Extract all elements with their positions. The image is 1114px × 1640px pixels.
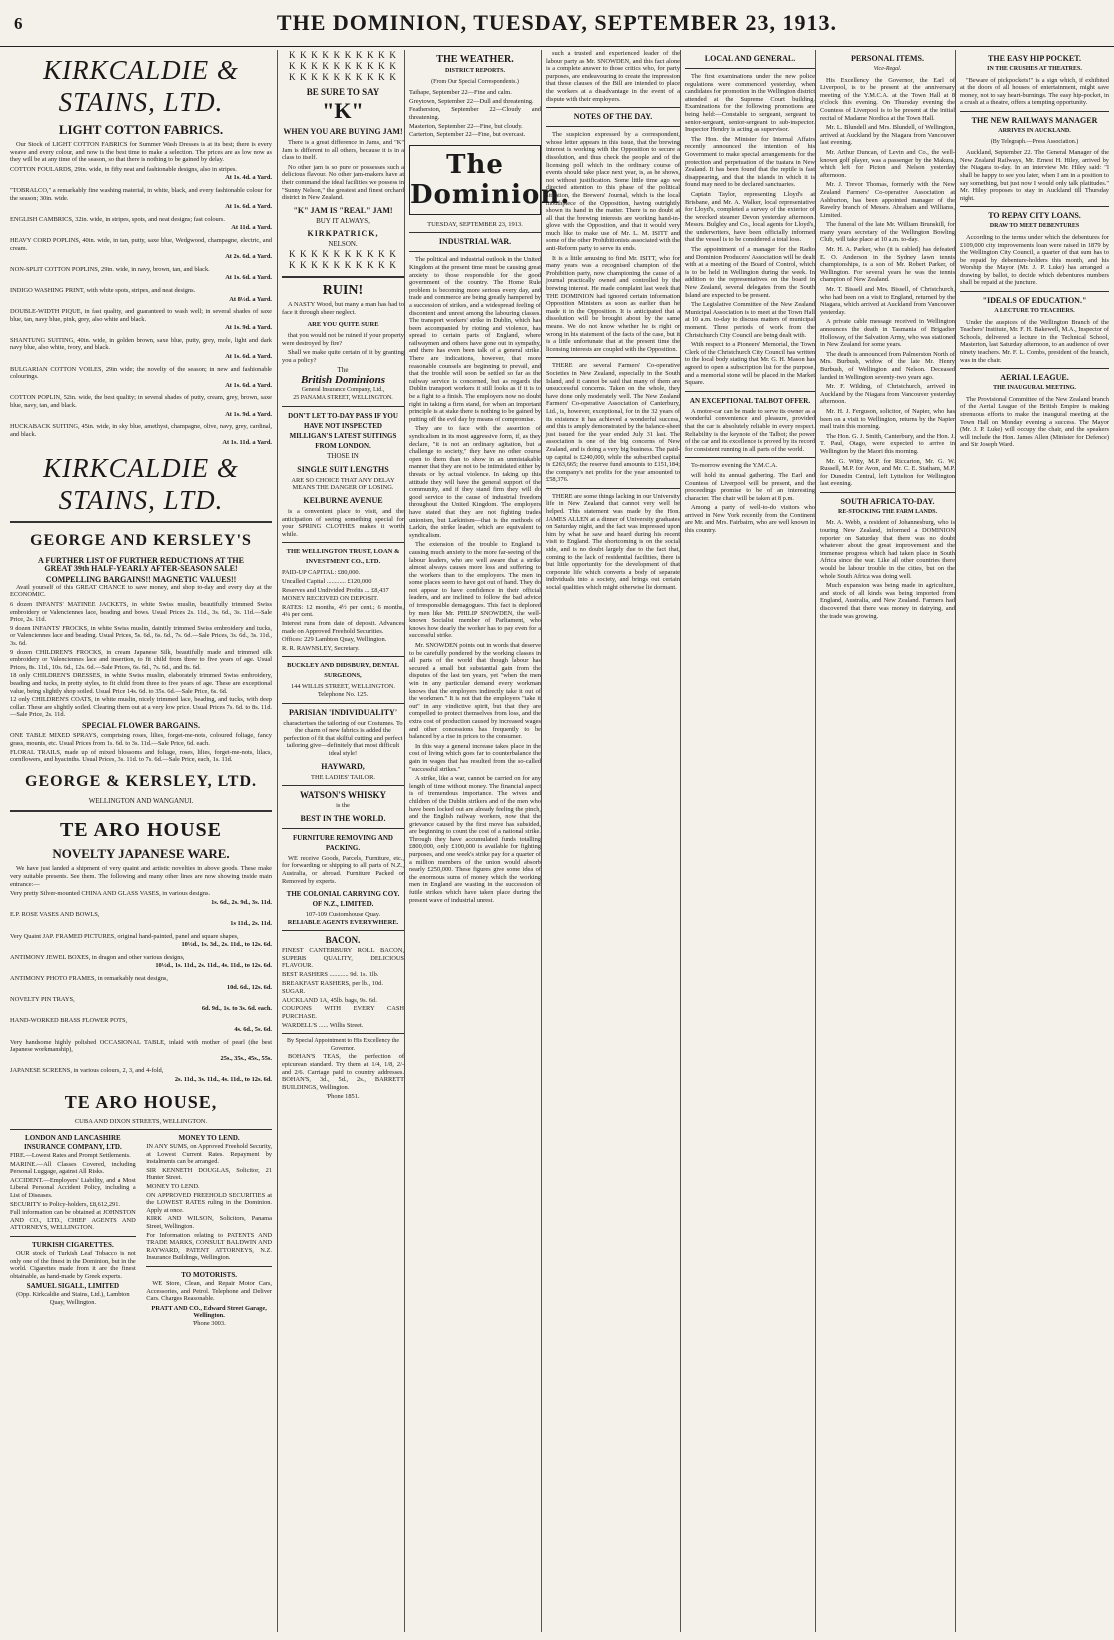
divider [282, 1033, 404, 1034]
money-line: MONEY TO LEND. [146, 1183, 200, 1191]
city-loans-subheading: DRAW TO MEET DEBENTURES [989, 223, 1080, 230]
divider [409, 251, 541, 252]
city-loans-text: According to the terms under which the debentures for £109,000 city improvements loan were raised in 1879 by the Wellington City Council, a quarter of that sum has to be repaid by debenture-holders this month, and his Worship the Mayor (Mr. J. P. Luke) has arranged a drawing by ballot, to decide which debentures numbers shall be repaid at the juncture. [960, 233, 1109, 287]
hip-pocket-subheading: IN THE CRUSHES AT THEATRES. [987, 66, 1082, 72]
talbot-heading: AN EXCEPTIONAL TALBOT OFFER. [689, 396, 811, 405]
turkish-title: TURKISH CIGARETTES. [32, 1241, 114, 1250]
be-sure-heading: BE SURE TO SAY [306, 87, 380, 97]
article-paragraph: THERE are several Farmers' Co-operative Societies in New Zealand, especially in the South Island, and it cannot be said that many of them are unsuccessful concerns. Taken on the whole, they have done only moderately well. The New Zealand Farmers' Co-operative Association of Canterbury, Ltd., is, however, exceptional, for in the 32 years of its existence it has achieved a wonderful success, and this is amply demonstrated by the balance-sheet just issued for the year ended July 31 last. The association is one of the big concerns of New Zealand, and is doing a very big business. The paid-up capital is £240,000, while the subscribed capital is £263,665; the reserve fund amounts to £151,184; the company's net profits for the year amounted to £58,376. [546, 362, 680, 484]
dominion-masthead: The Dominion. [409, 145, 541, 215]
trust-title: THE WELLINGTON TRUST, LOAN & INVESTMENT CO., LTD. [286, 548, 400, 566]
te-aro-subtitle: NOVELTY JAPANESE WARE. [52, 846, 230, 862]
fabric-item: COTTON FOULARDS, 29in. wide, in fifty neat and fashionable designs, also in stripes. [10, 165, 237, 173]
bacon-line: AUCKLAND 1A, 45lb. bags, 9s. 6d. [282, 996, 377, 1004]
kirkcaldie-title: KIRKCALDIE & STAINS, LTD. [43, 55, 239, 117]
column-editorial [404, 50, 571, 1632]
vice-regal-label: Vice-Regal. [873, 66, 902, 72]
japanese-ware-item-price: 4s. 6d., 5s. 6d. [234, 1025, 272, 1033]
single-suit-text: ARE SO CHOICE THAT ANY DELAY MEANS THE DANGER OF LOSING. [291, 476, 395, 492]
trust-line: Interest runs from date of deposit. Advances made on Approved Freehold Securities. [282, 620, 404, 635]
japanese-ware-item: ANTIMONY PHOTO FRAMES, in remarkably neat designs, [10, 974, 168, 982]
divider [960, 111, 1109, 112]
ymca-lead: To-morrow evening the Y.M.C.A. [691, 462, 778, 470]
japanese-ware-item-price: 25s., 35s., 45s., 55s. [220, 1054, 272, 1062]
single-suit-heading: SINGLE SUIT LENGTHS [297, 464, 389, 474]
japanese-ware-item-price: 1s 11d., 2s. 11d. [230, 920, 272, 927]
divider [282, 828, 404, 829]
weather-report: Taihape, September 22—Fine and calm. [409, 89, 512, 97]
railways-subheading: ARRIVES IN AUCKLAND. [998, 127, 1071, 134]
column-ads-1 [10, 50, 276, 1632]
farmers-article [546, 362, 680, 484]
article-paragraph: The suspicion expressed by a correspondent, whose letter appears in this issue, that the brewing interest is working with the Opposition to secure a dissolution, and thus check the people and of the licensing poll which in the ordinary course of events should take place next year, is, as he shows, not without justification. Some little time ago we directed attention to this phase of the political situation, the Brewers' Journal, which is the local mouthpiece of the Opposition, having outrightly shown its hand in the matter. There is no doubt at all that the brewing interests are working hand-in-glove with the Opposition, and that it would very much like to make use of Mr. L. M. ISITT and some of the other Prohibitionists associated with the anti-Reform party to serve its ends. [546, 131, 680, 253]
south-africa-article [820, 519, 955, 620]
money-lend-lines [146, 1143, 272, 1262]
article-paragraph: The extension of the trouble to England is causing much anxiety to the more far-seeing of the labour leaders, who are well aware that a strike almost always causes more loss and suffering to the workers than to the employers. The men in some places seem to have got out of hand. They do not appear to have confidence in their official leaders, and are inclined to follow the bad advice of irresponsible demagogues. This fact is deplored by men like Mr. PHILIP SNOWDEN, the well-known Socialist member of Parliament, who knows how dearly the worker has to pay even for a successful strike. [409, 541, 541, 640]
te-aro-item-list [10, 890, 272, 1083]
watson-is: is the [336, 802, 350, 810]
george-kersley-location: WELLINGTON AND WANGANUI. [88, 796, 194, 805]
japanese-ware-item: E.P. ROSE VASES AND BOWLS, [10, 911, 100, 919]
sure-text: that you would not be ruined if your property were destroyed by fire? [282, 332, 404, 347]
turkish-text: OUR stock of Turkish Leaf Tobacco is not only one of the finest in the Dominion, but in the world. Cigarettes made from it are the finest obtainable, as hand-made by Greek experts. [10, 1250, 136, 1280]
money-lend-title: MONEY TO LEND. [178, 1134, 240, 1143]
kelburne-heading: KELBURNE AVENUE [303, 496, 383, 506]
sale-item: 12 only CHILDREN'S COATS, in white muslin, nicely trimmed lace, beading, and tucks, with deep collar. These are slightly soiled. Clearing them out at a very low price. Usual Prices 7s. 6d. to 8s. 11d.—Sale Price, 2s. 11d. [10, 696, 272, 719]
article-paragraph: Captain Taylor, representing Lloyd's at Brisbane, and Mr. A. Walker, local representative for Lloyd's, completed a survey of the exterior of the wrecked steamer Devon yesterday afternoon. Messrs. Bulgley and Co., local agents for Lloyd's, the underwriters, have been officially informed that the vessel is to be considered a total loss. [685, 190, 815, 244]
those-in-label: THOSE IN [327, 452, 359, 461]
divider [820, 492, 955, 493]
article-paragraph: The Legislative Committee of the New Zealand Municipal Association is to meet at the Town Hall at 10 a.m. to-day to discuss matters of municipal moment. Three periods of work from the Christchurch City Council are being dealt with. [685, 301, 815, 339]
city-loans-heading: TO REPAY CITY LOANS. [988, 211, 1081, 221]
divider [282, 785, 404, 786]
article-paragraph: Mr. F. Wilding, of Christchurch, arrived in Auckland by the Niagara from Vancouver yesterday afternoon. [820, 383, 955, 406]
shall-we-text: Shall we make quite certain of it by granting you a policy? [282, 349, 404, 364]
article-paragraph: His Excellency the Governor, the Earl of Liverpool, is to be present at the anniversary meeting of the Y.M.C.A. at the Town Hall at 8 o'clock this evening. On Thursday evening the Countess of Liverpool is to be present at the initial recital of Madame Nordica at the Town Hall. [820, 76, 955, 122]
flower-bargains-heading: SPECIAL FLOWER BARGAINS. [81, 720, 201, 730]
bacon-line: BREAKFAST RASHERS, per lb., 10d. [282, 979, 383, 987]
fabric-item-price: At 1s. 11d. a Yard. [222, 439, 272, 447]
column-ads-2 [277, 50, 408, 1632]
education-text: Under the auspices of the Wellington Branch of the Teachers' Institute, Mr. F. H. Bakewell, M.A., Inspector of Schools, delivered a lecture in the Technical School, Masterton, last Saturday afternoon, to an audience of over ninety teachers. Mr. F. L. Combs, president of the branch, was in the chair. [960, 318, 1109, 364]
weather-report: Greytown, September 22—Dull and threatening. [409, 97, 534, 105]
insurance-line: Full information can be obtained at JOHNSTON AND CO., LTD., CHIEF AGENTS AND ATTORNEYS, WELLINGTON. [10, 1209, 136, 1232]
insurance-line: ACCIDENT.—Employers' Liability, and a Most Liberal Personal Accident Policy, including a List of Diseases. [10, 1176, 136, 1200]
bohan-teas-text: BOHAN'S TEAS, the perfection of epicurean standard. Try them at 1/4, 1/8, 2/- and 2/6. Carriage paid to country addresses. BOHAN'S, 3d., 5d., 2s., BARRETT BUILDINGS, Wellington. [282, 1053, 404, 1091]
k-quote: "K" [322, 98, 364, 123]
furniture-text: WE receive Goods, Parcels, Furniture, etc., for forwarding or shipping to all parts of N.Z., Australia, or abroad. Furniture Packed or Removed by experts. [282, 854, 404, 885]
fabric-item: ENGLISH CAMBRICS, 32in. wide, in stripes, spots, and neat designs; fast colours. [10, 215, 225, 223]
sale-item: 9 dozen INFANTS' FROCKS, in white Swiss muslin, daintily trimmed Swiss embroidery and tucks, or Valenciennes lace and beading. Usual Prices, 5s. 6d., 6s. 6d., 7s. 6d.—Sale Prices, 3s. 6d., 3s. 11d., 3s. 6d. [10, 624, 272, 647]
weather-report: Carterton, September 22—Fine, but overcast. [409, 131, 526, 139]
the-label: The [337, 365, 349, 374]
george-kersley-slogan: COMPELLING BARGAINS!! MAGNETIC VALUES!! [45, 575, 237, 585]
trust-line: Uncalled Capital ............ £120,000 [282, 578, 372, 586]
buy-always: BUY IT ALWAYS, [316, 216, 370, 225]
money-lend-ad [146, 1134, 272, 1327]
bacon-line: WARDELL'S ...... Willis Street. [282, 1021, 364, 1029]
divider [282, 656, 404, 657]
nelson-label: NELSON. [328, 240, 358, 249]
k-row-bottom-2: K K K K K K K K K K [288, 259, 398, 270]
aerial-league-heading: AERIAL LEAGUE. [1000, 373, 1069, 383]
royal-appointment: By Special Appointment to His Excellency the Governor. [287, 1038, 399, 1052]
fabric-item-price: At 1s. 6d. a Yard. [225, 203, 272, 211]
article-paragraph: The appointment of a manager for the Radio and Dominion Producers' Association will be dealt with at a meeting of the Board of Control, which is to be held in Wellington during the week. In addition to the representatives on the board in New Zealand, several delegates from the South Island are expected to be present. [685, 246, 815, 299]
money-line: ON APPROVED FREEHOLD SECURITIES at the LOWEST RATES ruling in the Dominion. Apply at once. [146, 1191, 272, 1214]
personal-heading: PERSONAL ITEMS. [851, 54, 924, 63]
divider [685, 391, 815, 392]
article-paragraph: A private cable message received in Wellington announces the death in Tasmania of Brigadier Holloway, of the Salvation Army, who was stationed in New Zealand for some years. [820, 318, 955, 349]
weather-heading: THE WEATHER. [436, 54, 514, 65]
industrial-war-heading: INDUSTRIAL WAR. [438, 237, 512, 247]
weather-subheading: DISTRICT REPORTS. [444, 68, 506, 74]
london-lancashire-lines [10, 1152, 136, 1232]
george-kersley-footer: GEORGE & KERSLEY, LTD. [25, 772, 257, 790]
divider [282, 703, 404, 704]
article-paragraph: A strike, like a war, cannot be carried on for any length of time without money. The financial aspect is of tremendous importance. The wives and children of the Dublin strikers and of the men who have been locked out are already feeling the pinch, and the English railway workers, now that the grievance caused by the first move has subsided, are beginning to count the cost of a national strike. Through they have accumulated funds totalling £800,000, only £100,000 is available for fighting purposes, and one week's strike pay for a quarter of a million members of the union would absorb nearly £250,000. These figures give some idea of the enormous sums of money which the working men in England are wasting in the succession of futile strikes which have taken place during the present wave of industrial unrest. [409, 775, 541, 904]
hayward-name: HAYWARD, [321, 761, 365, 771]
article-paragraph: With respect to a Pioneers' Memorial, the Town Clerk of the Christchurch City Council has written to the local body stating that Mr. G. H. Mason has agreed to open a subscription list for the purpose, and a memorial stone will be placed in the Market Square. [685, 341, 815, 387]
george-kersley-sub1: A FURTHER LIST OF FURTHER REDUCTIONS AT THE [38, 556, 244, 565]
trust-line: PAID-UP CAPITAL: £80,000. [282, 569, 361, 577]
article-paragraph: The Hon. G. J. Smith, Canterbury, and the Hon. J. T. Paul, Otago, were expected to arrive in Wellington by the Maori this morning. [820, 432, 955, 455]
talbot-text: A motor-car can be made to serve its owner as a wonderful convenience and pleasure, provided that the car is absolutely reliable in every respect. Reliability is the keynote of the Talbot; the power of the car and its excellence is proved by its record for consistent running in all parts of the world. [685, 407, 815, 453]
column-news [955, 50, 1113, 1632]
education-heading: "IDEALS OF EDUCATION." [982, 296, 1087, 306]
money-line: IN ANY SUMS, on Approved Freehold Security, at Lowest Current Rates. Repayment by instalments can be arranged. [146, 1143, 272, 1166]
george-kersley-sub2: GREAT 39th HALF-YEARLY AFTER-SEASON SALE! [44, 563, 238, 573]
london-lancashire-title: LONDON AND LANCASHIRE INSURANCE COMPANY, LTD. [23, 1134, 122, 1152]
japanese-ware-item: ANTIMONY JEWEL BOXES, in dragon and other various designs, [10, 953, 185, 961]
local-general-article [685, 73, 815, 387]
divider [10, 1236, 136, 1237]
sure-heading: ARE YOU QUITE SURE [307, 321, 379, 329]
railways-text: Auckland, September 22. The General Manager of the New Zealand Railways, Mr. Ernest H. Hiley, arrived by the Niagara to-day. In an interview Mr. Hiley said: "I shall be happy to see you later, when I am in a position to say something, but just now I would only talk platitudes." Mr. Hiley proposes to stay in Auckland till Thursday night. [960, 149, 1109, 202]
japanese-ware-item: Very pretty Silver-mounted CHINA AND GLASS VASES, in various designs. [10, 890, 211, 898]
japanese-ware-item-price: 10½d., 1s. 11d., 2s. 11d., 4s. 11d., to 12s. 6d. [155, 962, 272, 970]
trust-line: Offices: 229 Lambton Quay, Wellington. [282, 636, 387, 644]
te-aro-intro: We have just landed a shipment of very quaint and artistic novelties in above goods. These make very suitable presents. See them. The following and many other lines are now showing inside main entrance:— [10, 865, 272, 888]
fabric-item-price: At 1s. 6d. a Yard. [225, 353, 272, 361]
aerial-league-text: The Provisional Committee of the New Zealand branch of the Aerial League of the British Empire is making strenuous efforts to make the inaugural meeting at the Town Hall on Monday evening a success. The Mayor (Mr. J. P. Luke) will occupy the chair, and the speakers will include the Hon. James Allen (Minister for Defence) and Sir Joseph Ward. [960, 395, 1109, 449]
divider [10, 810, 272, 812]
dental-phone: Telephone No. 125. [317, 690, 369, 698]
weather-report-list [409, 89, 541, 139]
ruin-heading: RUIN! [322, 282, 364, 298]
k-row-top-3: K K K K K K K K K K [288, 72, 398, 82]
divider [960, 291, 1109, 292]
sale-item: 9 dozen CHILDREN'S FROCKS, in cream Japanese Silk, beautifully made and trimmed silk embroidery or Valenciennes lace and insertion, to fit child from three to five years of age. Usual Prices, 8s. 11d., 10s. 6d., 12s. 6d.—Sale Prices, 6s. 6d., 7s. 6d., and 8s. 6d. [10, 648, 272, 671]
fabric-item-price: At 8½d. a Yard. [229, 295, 272, 303]
george-kersley-title: GEORGE AND KERSLEY'S [30, 532, 252, 549]
japanese-ware-item: Very Quaint JAP. FRAMED PICTURES, original hand-painted, panel and square shapes, [10, 932, 239, 940]
editorial-continued [546, 50, 680, 103]
george-kersley-item-list [10, 601, 272, 719]
insurance-line: SECURITY to Policy-holders, £8,612,291. [10, 1200, 120, 1208]
article-paragraph: The first examinations under the new police regulations were commenced yesterday, when candidates for promotion in the Wellington district attended at the Supreme Court building. Examinations for the following promotions are being held:—Constable to sergeant, sergeant to senior-sergeant, senior-sergeant to sub-inspector. Inspector Hendry is acting as supervisor. [685, 73, 815, 134]
japanese-ware-item-price: 10d. 6d., 12s. 6d. [226, 983, 272, 991]
railways-heading: THE NEW RAILWAYS MANAGER [971, 115, 1098, 125]
money-line: KIRK AND WILSON, Solicitors, Panama Street, Wellington. [146, 1215, 272, 1231]
watson-title: WATSON'S WHISKY [300, 790, 386, 801]
bottom-ads-row [10, 1134, 272, 1327]
k-jam-heading: "K" JAM IS "REAL" JAM! [293, 205, 393, 215]
article-paragraph: It is a little amusing to find Mr. ISITT, who for many years was a recognised champion of the Prohibition party, now championing the cause of a journal practically owned and controlled by the brewing interest. He made complaint last week that THE DOMINION had ignored certain information Opposition Ministers as soon as earlier than he made it in the Opposition. It is anticipated that a dissolution will be brought about by the same means. We do not know whether he is right or wrong in his statement of the facts of the case, but it is a little unfortunate that at the present time the licensing interests are coupled with the Opposition. [546, 254, 680, 353]
turkish-company: SAMUEL SIGALL, LIMITED [26, 1282, 120, 1291]
page-number: 6 [14, 14, 23, 33]
bohan-phone: 'Phone 1851. [326, 1093, 360, 1101]
fabric-item-price: At 11d. a Yard. [231, 224, 272, 232]
fabric-item: BULGARIAN COTTON VOILES, 29in wide; the novelty of the season; in new and fashionable colourings. [10, 365, 272, 381]
fabric-item-price: At 1s. 9d. a Yard. [225, 410, 272, 418]
south-africa-heading: SOUTH AFRICA TO-DAY. [840, 496, 935, 506]
divider [960, 368, 1109, 369]
japanese-ware-item-price: 2s. 11d., 3s. 11d., 4s. 11d., to 12s. 6d. [174, 1075, 272, 1083]
aerial-league-subheading: THE INAUGURAL MEETING. [993, 385, 1076, 392]
japanese-ware-item: JAPANESE SCREENS, in various colours, 2, 3, and 4-fold, [10, 1067, 164, 1075]
hip-pocket-text: "Beware of pickpockets!" is a sign which, if exhibited at the doors of all houses of entertainment, might save money, not to say heart-burnings. The easy hip-pocket, in a crush at a theatre, offers a tempting opportunity. [960, 76, 1109, 107]
japanese-ware-item: HAND-WORKED BRASS FLOWER POTS, [10, 1017, 128, 1025]
divider [10, 1129, 272, 1130]
george-kersley-intro: Avail yourself of this GREAT CHANCE to save money, and shop to-day and every day at the ECONOMIC. [10, 583, 272, 599]
fabric-item-price: At 1s. 6d. a Yard. [225, 274, 272, 282]
newspaper-title: THE DOMINION, TUESDAY, SEPTEMBER 23, 1913. [276, 10, 838, 35]
sale-item: 6 dozen INFANTS' MATINEE JACKETS, in white Swiss muslin, beautifully trimmed Swiss embroidery or Valenciennes lace, beading and bows. Usual Prices 2s. 11d., 3s. 6d., 3s. 11d.—Sale Price, 2s. 11d. [10, 600, 272, 624]
motorists-text: WE Store, Clean, and Repair Motor Cars, Accessories, and Petrol. Telephone and Deliver Cars. Charges Reasonable. [146, 1280, 272, 1303]
weather-note: (From Our Special Correspondents.) [431, 78, 519, 85]
divider [282, 276, 404, 278]
money-line: For Information relating to PATENTS AND TRADE MARKS, CONSULT BALDWIN AND RAYWARD, PATENT ATTORNEYS, N.Z. Insurance Buildings, Wellington. [146, 1231, 272, 1262]
motorists-title: TO MOTORISTS. [181, 1271, 237, 1279]
article-paragraph: The Hon. the Minister for Internal Affairs recently announced the intention of his Government to make special arrangements for the protection and perpetuation of the tuatara in New Zealand. It has been found that the reptile is fast disappearing, and that the islands in which it is found may need to be declared sanctuaries. [685, 135, 815, 189]
bacon-line: BEST RASHERS ............ 9d. 1s. 1lb. [282, 971, 379, 979]
fabric-item: HEAVY CORD POPLINS, 40in. wide, in tan, putty, saxe blue, Wedgwood, champagne, electric, and cream. [10, 236, 272, 252]
british-dominions-address: 25 PANAMA STREET, WELLINGTON. [293, 394, 393, 401]
ladies-tailor: THE LADIES' TAILOR. [311, 773, 375, 781]
fabric-item: INDIGO WASHING PRINT, with white spots, stripes, and neat designs. [10, 286, 196, 294]
te-aro-address: CUBA AND DIXON STREETS, WELLINGTON. [74, 1117, 208, 1125]
article-paragraph: Mr. H. J. Ferguson, solicitor, of Napier, who has been on a visit to Wellington, returns by the Napier mail train this morning. [820, 407, 955, 431]
colonial-tag: RELIABLE AGENTS EVERYWHERE. [287, 918, 399, 926]
colonial-carrying-name: THE COLONIAL CARRYING COY. OF N.Z., LIMITED. [286, 890, 400, 909]
divider [10, 521, 272, 523]
japanese-ware-item: NOVELTY PIN TRAYS, [10, 996, 75, 1004]
industrial-war-article [409, 256, 541, 904]
fabric-item: COTTON POPLIN, 52in. wide, the best quality; in several shades of putty, cream, grey, brown, saxe blue, navy, tan, and black. [10, 394, 272, 410]
japanese-ware-item-price: 1s. 6d., 2s. 9d., 3s. 11d. [211, 898, 272, 906]
dental-address: 144 WILLIS STREET, WELLINGTON. [290, 683, 396, 691]
article-paragraph: THERE are some things lacking in our University life in New Zealand that cannot very well be helped. This statement was made by the Hon. JAMES ALLEN at a dinner of University graduates on Saturday night, and the fact was impressed upon him by what he saw and heard during his recent visit to England. The shortcoming is on the social side, and is no doubt largely due to the fact that, coming to the lack of residential facilities, there is but little opportunity for the development of that corporate life which converts a body of separate individuals into a society, and brings out certain social qualities which might otherwise lie dormant. [546, 492, 680, 591]
education-subheading: A LECTURE TO TEACHERS. [994, 308, 1075, 315]
parisian-text: characterises the tailoring of our Costumes. To the charm of new fabrics is added the perfection of fit that skilful cutting and perfect tailoring give—definitely that most difficult ideal style! [283, 719, 403, 757]
when-buying-heading: WHEN YOU ARE BUYING JAM! [283, 127, 403, 136]
article-paragraph: Mr. A. Webb, a resident of Johannesburg, who is touring New Zealand, informed a DOMINION reporter on Saturday that there was no doubt whatever about the great improvement and the immense progress which had taken place in South Africa since the war. Like all other countries there would be labour trouble in the cities, but on the whole South Africa was doing well. [820, 519, 955, 580]
fabric-item-price: At 1s. 9d. a Yard. [225, 324, 272, 332]
divider [546, 107, 680, 108]
motorists-company: PRATT AND CO., Edward Street Garage, Wellington. [151, 1304, 267, 1320]
dont-let-heading: DON'T LET TO-DAY PASS IF YOU HAVE NOT INSPECTED MILLIGAN'S LATEST SUITINGS FROM LONDON. [288, 412, 398, 451]
bacon-line: SUGAR. [282, 988, 306, 996]
article-paragraph: The death is announced from Palmerston North of Mrs. Burbush, widow of the late Mr. Henry Burbush, of Wellington and Nelson. Deceased landed in Wellington seventy-two years ago. [820, 350, 955, 381]
british-dominions-sub: General Insurance Company, Ltd., [301, 387, 385, 394]
divider [546, 488, 680, 489]
british-dominions-title: British Dominions [300, 374, 386, 387]
visitors-text: Among a party of well-to-do visitors who arrived in New York recently from the Continent are Mr. and Mrs. Fairbairn, who are well known in this country. [685, 504, 815, 535]
column-notes [541, 50, 684, 1632]
dental-title: BUCKLEY AND DIDSBURY, DENTAL SURGEONS, [287, 662, 399, 680]
divider [960, 206, 1109, 207]
article-paragraph: Mr. SNOWDEN points out in words that deserve to be carefully pondered by the working classes in all parts of the world that though labour has secured a small but substantial gain from the disputes of the last ten years, yet "when the men win in any particular demand every workman knows that the employers indirectly take it out of the workmen." It is not that the employers "take it out" in any vindictive spirit, but that they are compelled to protect themselves from loss, and the extra cost of production caused by increased wages and other concessions has frequently to be balanced by a rise in prices to the consumer. [409, 642, 541, 741]
divider [282, 930, 404, 931]
edition-date: TUESDAY, SEPTEMBER 23, 1913. [427, 220, 523, 228]
turkish-address: (Opp. Kirkcaldie and Stains, Ltd.), Lambton Quay, Wellington. [16, 1291, 130, 1306]
local-general-heading: LOCAL AND GENERAL. [704, 54, 796, 63]
light-cotton-heading: LIGHT COTTON FABRICS. [58, 122, 224, 137]
divider [685, 68, 815, 69]
article-paragraph: Much expansion was being made in agriculture, and stock of all kinds was being imported from England, Australia, and New Zealand. Farmers had discovered that there was money in dairying, and the trade was growing. [820, 582, 955, 620]
fabric-item: DOUBLE-WIDTH PIQUE, in fast quality, and guaranteed to wash well; in several shades of saxe blue, tan, navy blue, pink, grey, also white and black. [10, 308, 272, 323]
k-text-2: No other jam is so pure or possesses such a delicious flavour. No other jam-makers have at their command the ideal facilities we possess in "Sunny Nelson," the greatest and finest orchard district in New Zealand. [282, 163, 404, 202]
railways-note: (By Telegraph.—Press Association.) [990, 138, 1079, 145]
article-paragraph: Mr. T. Bissell and Mrs. Bissell, of Christchurch, who had been on a visit to England, returned by the Niagara, which arrived at Auckland from Vancouver yesterday. [820, 286, 955, 316]
article-paragraph: They are to face with the assertion of syndicalism in its most aggressive form, if, as they declare, "it is not an ordinary agitation, but a challenge to society," they have no other course open to them than to show in an unmistakable manner that they are not to be intimidated either by threats or by actual violence. In taking up this attitude they will have the general support of the community, and if they stand firm they will do good service to the cause of industrial freedom throughout the United Kingdom. The employers have stated that they are not fighting trades unionism, but Larkinism—that is the methods of Larkin, the strike leader, which are equivalent to syndicalism. [409, 425, 541, 539]
k-row-bottom-1: K K K K K K K K K K [288, 248, 398, 259]
notes-article [546, 131, 680, 353]
article-paragraph: The funeral of the late Mr. William Brunskill, for many years secretary of the Wellington Bowling Club, will take place at 10 a.m. to-day. [820, 221, 955, 244]
insurance-line: FIRE.—Lowest Rates and Prompt Settlements. [10, 1152, 131, 1160]
fabric-item-price: At 1s. 4d. a Yard. [225, 174, 272, 182]
flower-item-list [10, 732, 272, 763]
article-paragraph: Mr. L. Blundell and Mrs. Blundell, of Wellington, arrived at Auckland by the Niagara from Vancouver last evening. [820, 124, 955, 147]
fabric-item-price: At 1s. 6d. a Yard. [225, 381, 272, 389]
divider [282, 406, 404, 407]
divider [546, 357, 680, 358]
k-row-top-1: K K K K K K K K K K [288, 50, 398, 60]
furniture-title: FURNITURE REMOVING AND PACKING. [293, 833, 393, 852]
fabric-item: "TOBRALCO," a remarkably fine washing material, in white, black, and every fashionable colour for the season; 30in. wide. [10, 186, 272, 202]
parisian-heading: PARISIAN 'INDIVIDUALITY' [288, 707, 398, 717]
kelburne-text: is a convenient place to visit, and the anticipation of seeing something special for your SPRING CLOTHES makes it worth while. [282, 508, 404, 538]
fabric-item: SHANTUNG SUITING, 40in. wide, in golden brown, saxe blue, putty, grey, mole, light and dark navy blue, also white, ivory, and black. [10, 336, 272, 352]
article-paragraph: Mr. J. Trevor Thomas, formerly with the New Zealand Farmers' Co-operative Association at Ashburton, has been appointed manager of the Ravelry branch of Messrs. Abraham and Williams, Limited. [820, 181, 955, 219]
article-paragraph: The political and industrial outlook in the United Kingdom at the present time must be causing great anxiety to those responsible for the good government of the country. The Home Rule problem is becoming more serious every day, and trade and commerce are being greatly hampered by a succession of strikes, and a widespread feeling of discontent and unrest among the labouring classes. The transport workers' strike in Dublin, which has been accompanied by rioting and violence, has spread to certain parts of England, where railwaymen and others have gone out in sympathy, and there has even been talk of a general strike. There are indications, however, that more reasonable counsels are beginning to prevail, and that the trouble will soon be settled so far as the railway service is concerned, but as regards the Dublin transport workers it still looks as if it is to be a fight to a finish. The employers now no doubt right in taking a firm stand, for when an important principle is at stake there is nothing to be gained by putting off the evil day by means of compromise. [409, 256, 541, 423]
trust-lines [282, 569, 404, 652]
divider [146, 1266, 272, 1267]
divider [409, 232, 541, 233]
insurance-line: MARINE.—All Classes Covered, including Personal Luggage, against All Risks. [10, 1160, 136, 1176]
article-paragraph: Mr. Arthur Duncan, of Levin and Co., the well-known golf player, was a passenger by the Makura, which left for Picton and Nelson yesterday afternoon. [820, 148, 955, 179]
japanese-ware-item-price: 6d. 9d., 1s. to 3s. 6d. each. [201, 1004, 272, 1012]
bacon-line: FINEST CANTERBURY ROLL BACON, SUPERB QUALITY, DELICIOUS FLAVOUR. [282, 947, 404, 970]
divider [282, 542, 404, 543]
flower-item: ONE TABLE MIXED SPRAYS, comprising roses, lilies, forget-me-nots, coloured foliage, fancy grass, mounts, etc. Usual Prices from 1s. 6d. to 3s. 11d.—Sale Price, 6d. each. [10, 732, 272, 748]
fabric-item: HUCKABACK SUITING, 45in. wide, in sky blue, amethyst, champagne, olive, navy, grey, cardinal, and black. [10, 423, 272, 438]
article-paragraph: In this way a general increase takes place in the cost of living which goes far to counterbalance the gain in wages that has resulted from the so-called "successful strikes." [409, 742, 541, 773]
sale-item: 18 only CHILDREN'S DRESSES, in white Swiss muslin, elaborately trimmed Swiss embroidery, beading and tucks, in pretty styles, to fit child from three to five years of age. These are exceptional value, being slightly shop soiled. Usual Price 14s. 6d. to 35s. 6d.—Sale Price, 6s. 6d. [10, 672, 272, 695]
colonial-address: 107-109 Customhouse Quay. [305, 911, 381, 919]
bacon-line: COUPONS WITH EVERY CASH PURCHASE. [282, 1005, 404, 1021]
masthead [0, 0, 1114, 47]
hip-pocket-heading: THE EASY HIP POCKET. [988, 54, 1081, 63]
kirkcaldie-item-list [10, 166, 272, 447]
te-aro-title-footer: TE ARO HOUSE, [64, 1091, 218, 1112]
k-row-top-2: K K K K K K K K K K [288, 61, 398, 71]
kirkcaldie-title-footer: KIRKCALDIE & STAINS, LTD. [43, 453, 239, 515]
bacon-lines [282, 947, 404, 1029]
divider [685, 457, 815, 458]
trust-line: RATES: 12 months, 4½ per cent.; 6 months, 4¼ per cent. [282, 603, 404, 619]
personal-items-article [820, 77, 955, 488]
london-lancashire-ad [10, 1134, 136, 1327]
flower-item: FLORAL TRAILS, made up of mixed blossoms and foliage, roses, lilies, forget-me-nots, lilacs, cornflowers, and hyacinths. Usual Prices, 3s. 11d. to 7s. 6d.—Sale Price, each, 1s. 11d. [10, 748, 272, 764]
article-paragraph: Mr. H. A. Parker, who (it is cabled) has defeated E. O. Anderson in the Sydney lawn tennis championships, is a son of Mr. Robert Parker, of Wellington. For several years he was the tennis champion of New Zealand. [820, 246, 955, 284]
notes-heading: NOTES OF THE DAY. [573, 112, 653, 122]
kirkcaldie-intro: Our Stock of LIGHT COTTON FABRICS for Summer Wash Dresses is at its best; there is every weave and every colour, and now is the best time to make a selection. The prices are as low now as they will be at any time of the season, so that there is nothing to be gained by delay. [10, 141, 272, 164]
trust-line: R. R. RAWNSLEY, Secretary. [282, 644, 360, 652]
article-paragraph: such a trusted and experienced leader of the labour party as Mr. SNOWDEN, and this fact alone is a complete answer to those critics who, for party purposes, are endeavouring to create the impression that those clauses of the Bill are intended to place the workers at a disadvantage in the event of a dispute with their employers. [546, 50, 680, 103]
divider [546, 126, 680, 127]
motorists-phone: 'Phone 3003. [192, 1319, 226, 1327]
column-personal [815, 50, 959, 1632]
k-text-1: There is a great difference in Jams, and "K" Jam is different to all others, because it is in a class to itself. [282, 139, 404, 162]
japanese-ware-item-price: 10½d., 1s. 3d., 2s. 11d., to 12s. 6d. [181, 941, 272, 949]
column-local [680, 50, 819, 1632]
south-africa-subheading: RE-STOCKING THE FARM LANDS. [837, 508, 937, 515]
fabric-item-price: At 2s. 6d. a Yard. [225, 253, 272, 261]
trust-line: Reserves and Undivided Profits ... £8,437 [282, 586, 389, 594]
watson-best: BEST IN THE WORLD. [300, 813, 386, 823]
japanese-ware-item: Very handsome highly polished OCCASIONAL TABLE, inlaid with mother of pearl (the best Japanese workmanship), [10, 1038, 272, 1054]
weather-report: Featherston, September 22—Cloudy and threatening. [409, 106, 541, 121]
kirkpatrick-name: KIRKPATRICK, [307, 229, 379, 239]
university-article [546, 493, 680, 592]
bacon-title: BACON. [325, 935, 361, 946]
te-aro-title: TE ARO HOUSE [59, 819, 223, 842]
weather-report: Masterton, September 22—Fine, but cloudy. [409, 122, 523, 130]
ymca-text: will hold its annual gathering. The Earl and Countess of Liverpool will be present, and the proceedings promise to be of an interesting character. The chair will be taken at 8 p.m. [685, 471, 815, 502]
money-line: SIR KENNETH DOUGLAS, Solicitor, 21 Hunter Street. [146, 1166, 272, 1182]
fabric-item: NON-SPLIT COTTON POPLINS, 29in. wide, in navy, brown, tan, and black. [10, 265, 210, 273]
ruin-text: A NASTY Wood, but many a man has had to face it through sheer neglect. [282, 300, 404, 316]
article-paragraph: Mr. G. Witty, M.P. for Riccarton, Mr. G. W. Russell, M.P. for Avon, and Mr. C. E. Statham, M.P. for Dunedin Central, left Lyttelton for Wellington last evening. [820, 457, 955, 488]
trust-line: MONEY RECEIVED ON DEPOSIT. [282, 595, 379, 603]
